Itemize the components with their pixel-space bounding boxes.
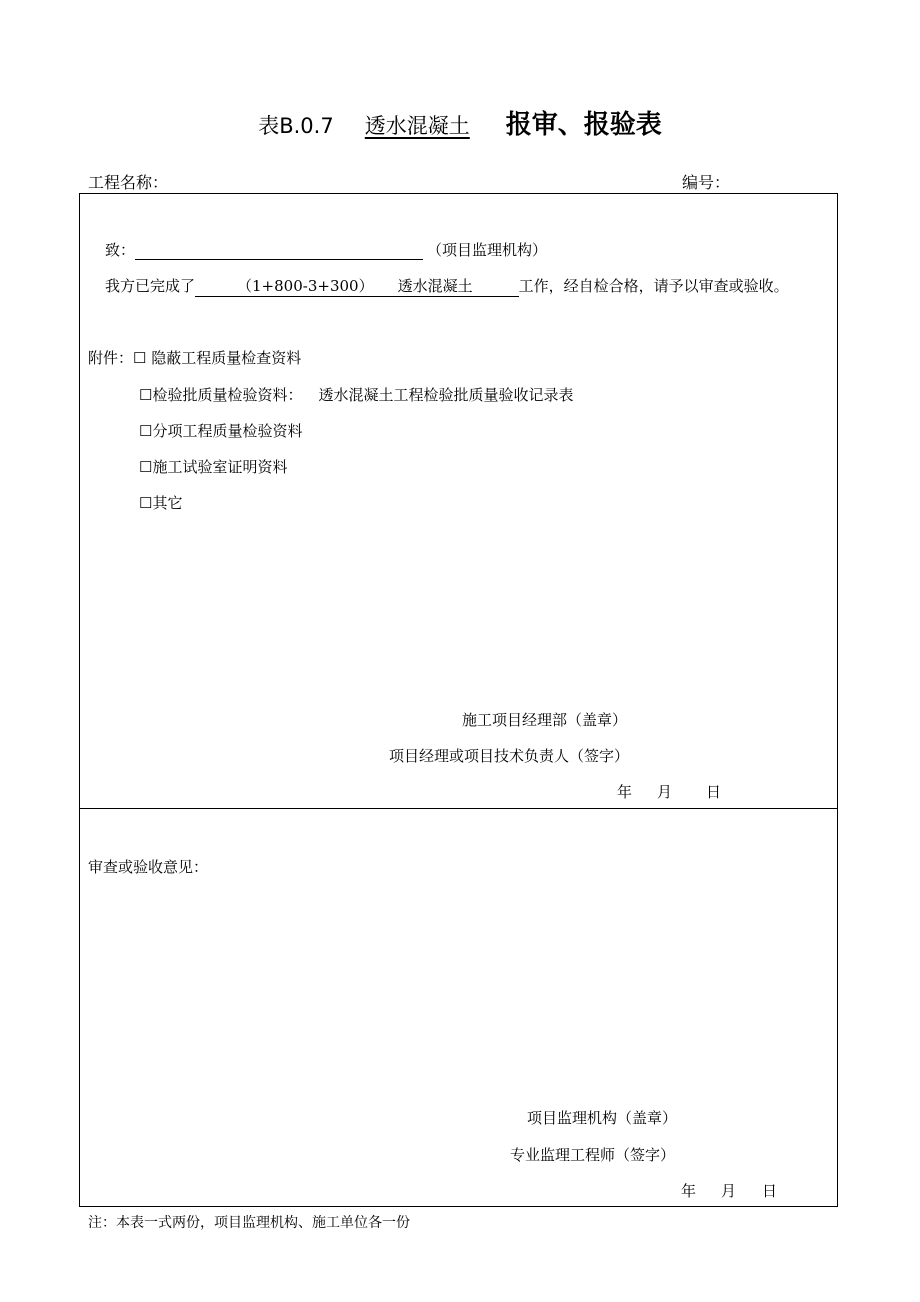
addressee-blank[interactable] <box>135 241 423 260</box>
contractor-date-day: 日 <box>706 783 722 801</box>
completed-range: （1+800-3+300） <box>237 277 374 295</box>
attachment-label: 施工试验室证明资料 <box>152 458 288 476</box>
contractor-date-year: 年 <box>617 783 633 801</box>
attachment-label: 隐蔽工程质量检查资料 <box>146 349 302 367</box>
checkbox[interactable]: ☐ <box>139 386 153 404</box>
supervisor-date-year: 年 <box>681 1182 697 1200</box>
checkbox[interactable]: ☐ <box>133 349 147 367</box>
attachment-item <box>139 492 182 513</box>
checkbox[interactable]: ☐ <box>139 422 153 440</box>
attachment-value: 透水混凝土工程检验批质量验收记录表 <box>318 386 574 404</box>
supervisor-stamp-label: 项目监理机构（盖章） <box>527 1109 678 1127</box>
attachments-label: 附件： <box>88 349 134 367</box>
completed-work-line <box>105 275 789 296</box>
footer-note: 注：本表一式两份，项目监理机构、施工单位各一份 <box>88 1215 410 1231</box>
form-code: 表B.0.7 <box>258 114 334 138</box>
number-label: 编号： <box>682 173 731 192</box>
attachment-label: 检验批质量检验资料： <box>152 386 303 404</box>
attachment-item <box>139 384 573 405</box>
to-suffix: （项目监理机构） <box>427 241 548 259</box>
supervisor-date-month: 月 <box>721 1182 737 1200</box>
form-table <box>79 193 838 1207</box>
checkbox[interactable]: ☐ <box>139 458 153 476</box>
completed-work-field[interactable] <box>195 277 519 297</box>
addressee-line <box>105 239 547 260</box>
section-divider <box>79 808 838 809</box>
contractor-date-month: 月 <box>657 783 673 801</box>
title-material: 透水混凝土 <box>364 114 470 138</box>
attachment-item <box>139 456 287 477</box>
supervisor-date-day: 日 <box>762 1182 778 1200</box>
supervisor-signature-label: 专业监理工程师（签字） <box>510 1146 676 1164</box>
attachment-label: 分项工程质量检验资料 <box>152 422 303 440</box>
contractor-stamp-label: 施工项目经理部（盖章） <box>462 711 628 729</box>
attachment-item <box>139 420 302 441</box>
to-label: 致： <box>105 241 136 259</box>
contractor-signature-label: 项目经理或项目技术负责人（签字） <box>389 747 630 765</box>
completed-prefix: 我方已完成了 <box>105 277 196 295</box>
form-title <box>0 104 920 141</box>
title-suffix: 报审、报验表 <box>505 110 662 140</box>
review-opinion-label: 审查或验收意见： <box>88 858 209 876</box>
attachment-item <box>88 347 301 368</box>
project-name-label: 工程名称： <box>88 173 169 192</box>
attachment-label: 其它 <box>152 494 183 512</box>
completed-suffix: 工作，经自检合格，请予以审查或验收。 <box>518 277 789 295</box>
completed-item: 透水混凝土 <box>397 277 473 295</box>
checkbox[interactable]: ☐ <box>139 494 153 512</box>
